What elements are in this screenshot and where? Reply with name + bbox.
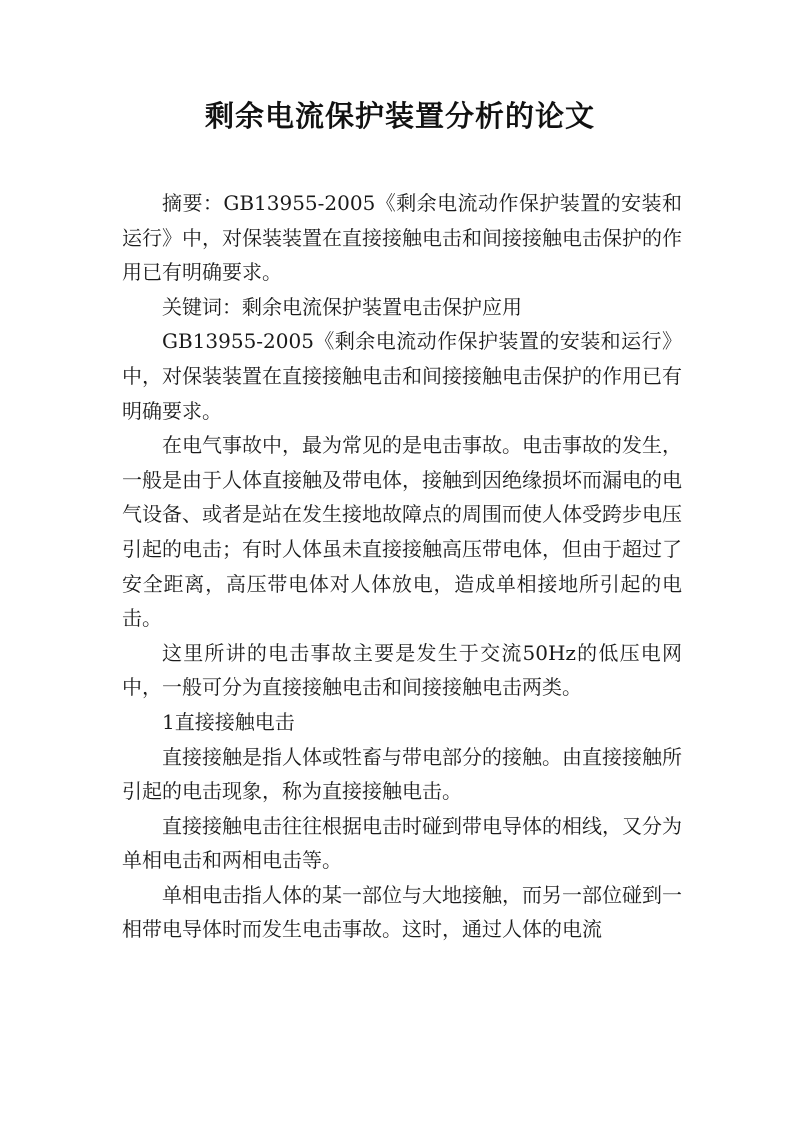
body-paragraph: 直接接触是指人体或牲畜与带电部分的接触。由直接接触所引起的电击现象，称为直接接触电击。 <box>122 744 682 804</box>
body-paragraph: 直接接触电击往往根据电击时碰到带电导体的相线，又分为单相电击和两相电击等。 <box>122 813 682 873</box>
abstract-paragraph: 摘要：GB13955-2005《剩余电流动作保护装置的安装和运行》中，对保装装置在直接接触电击和间接接触电击保护的作用已有明确要求。 <box>122 191 682 285</box>
document-body <box>122 186 682 947</box>
keywords-paragraph: 关键词：剩余电流保护装置电击保护应用 <box>162 294 522 319</box>
body-paragraph: 单相电击指人体的某一部位与大地接触，而另一部位碰到一相带电导体时而发生电击事故。这时，通过人体的电流 <box>122 882 682 942</box>
body-paragraph: 这里所讲的电击事故主要是发生于交流50Hz的低压电网中，一般可分为直接接触电击和间接接触电击两类。 <box>122 640 682 700</box>
section-heading: 1直接接触电击 <box>162 709 295 734</box>
document-title: 剩余电流保护装置分析的论文 <box>204 99 595 133</box>
body-paragraph: 在电气事故中，最为常见的是电击事故。电击事故的发生，一般是由于人体直接触及带电体，接触到因绝缘损坏而漏电的电气设备、或者是站在发生接地故障点的周围而使人体受跨步电压引起的电击；有时人体虽未直接接触高压带电体，但由于超过了安全距离，高压带电体对人体放电，造成单相接地所引起的电击。 <box>122 433 682 631</box>
body-paragraph: GB13955-2005《剩余电流动作保护装置的安装和运行》中，对保装装置在直接接触电击和间接接触电击保护的作用已有明确要求。 <box>122 329 682 423</box>
